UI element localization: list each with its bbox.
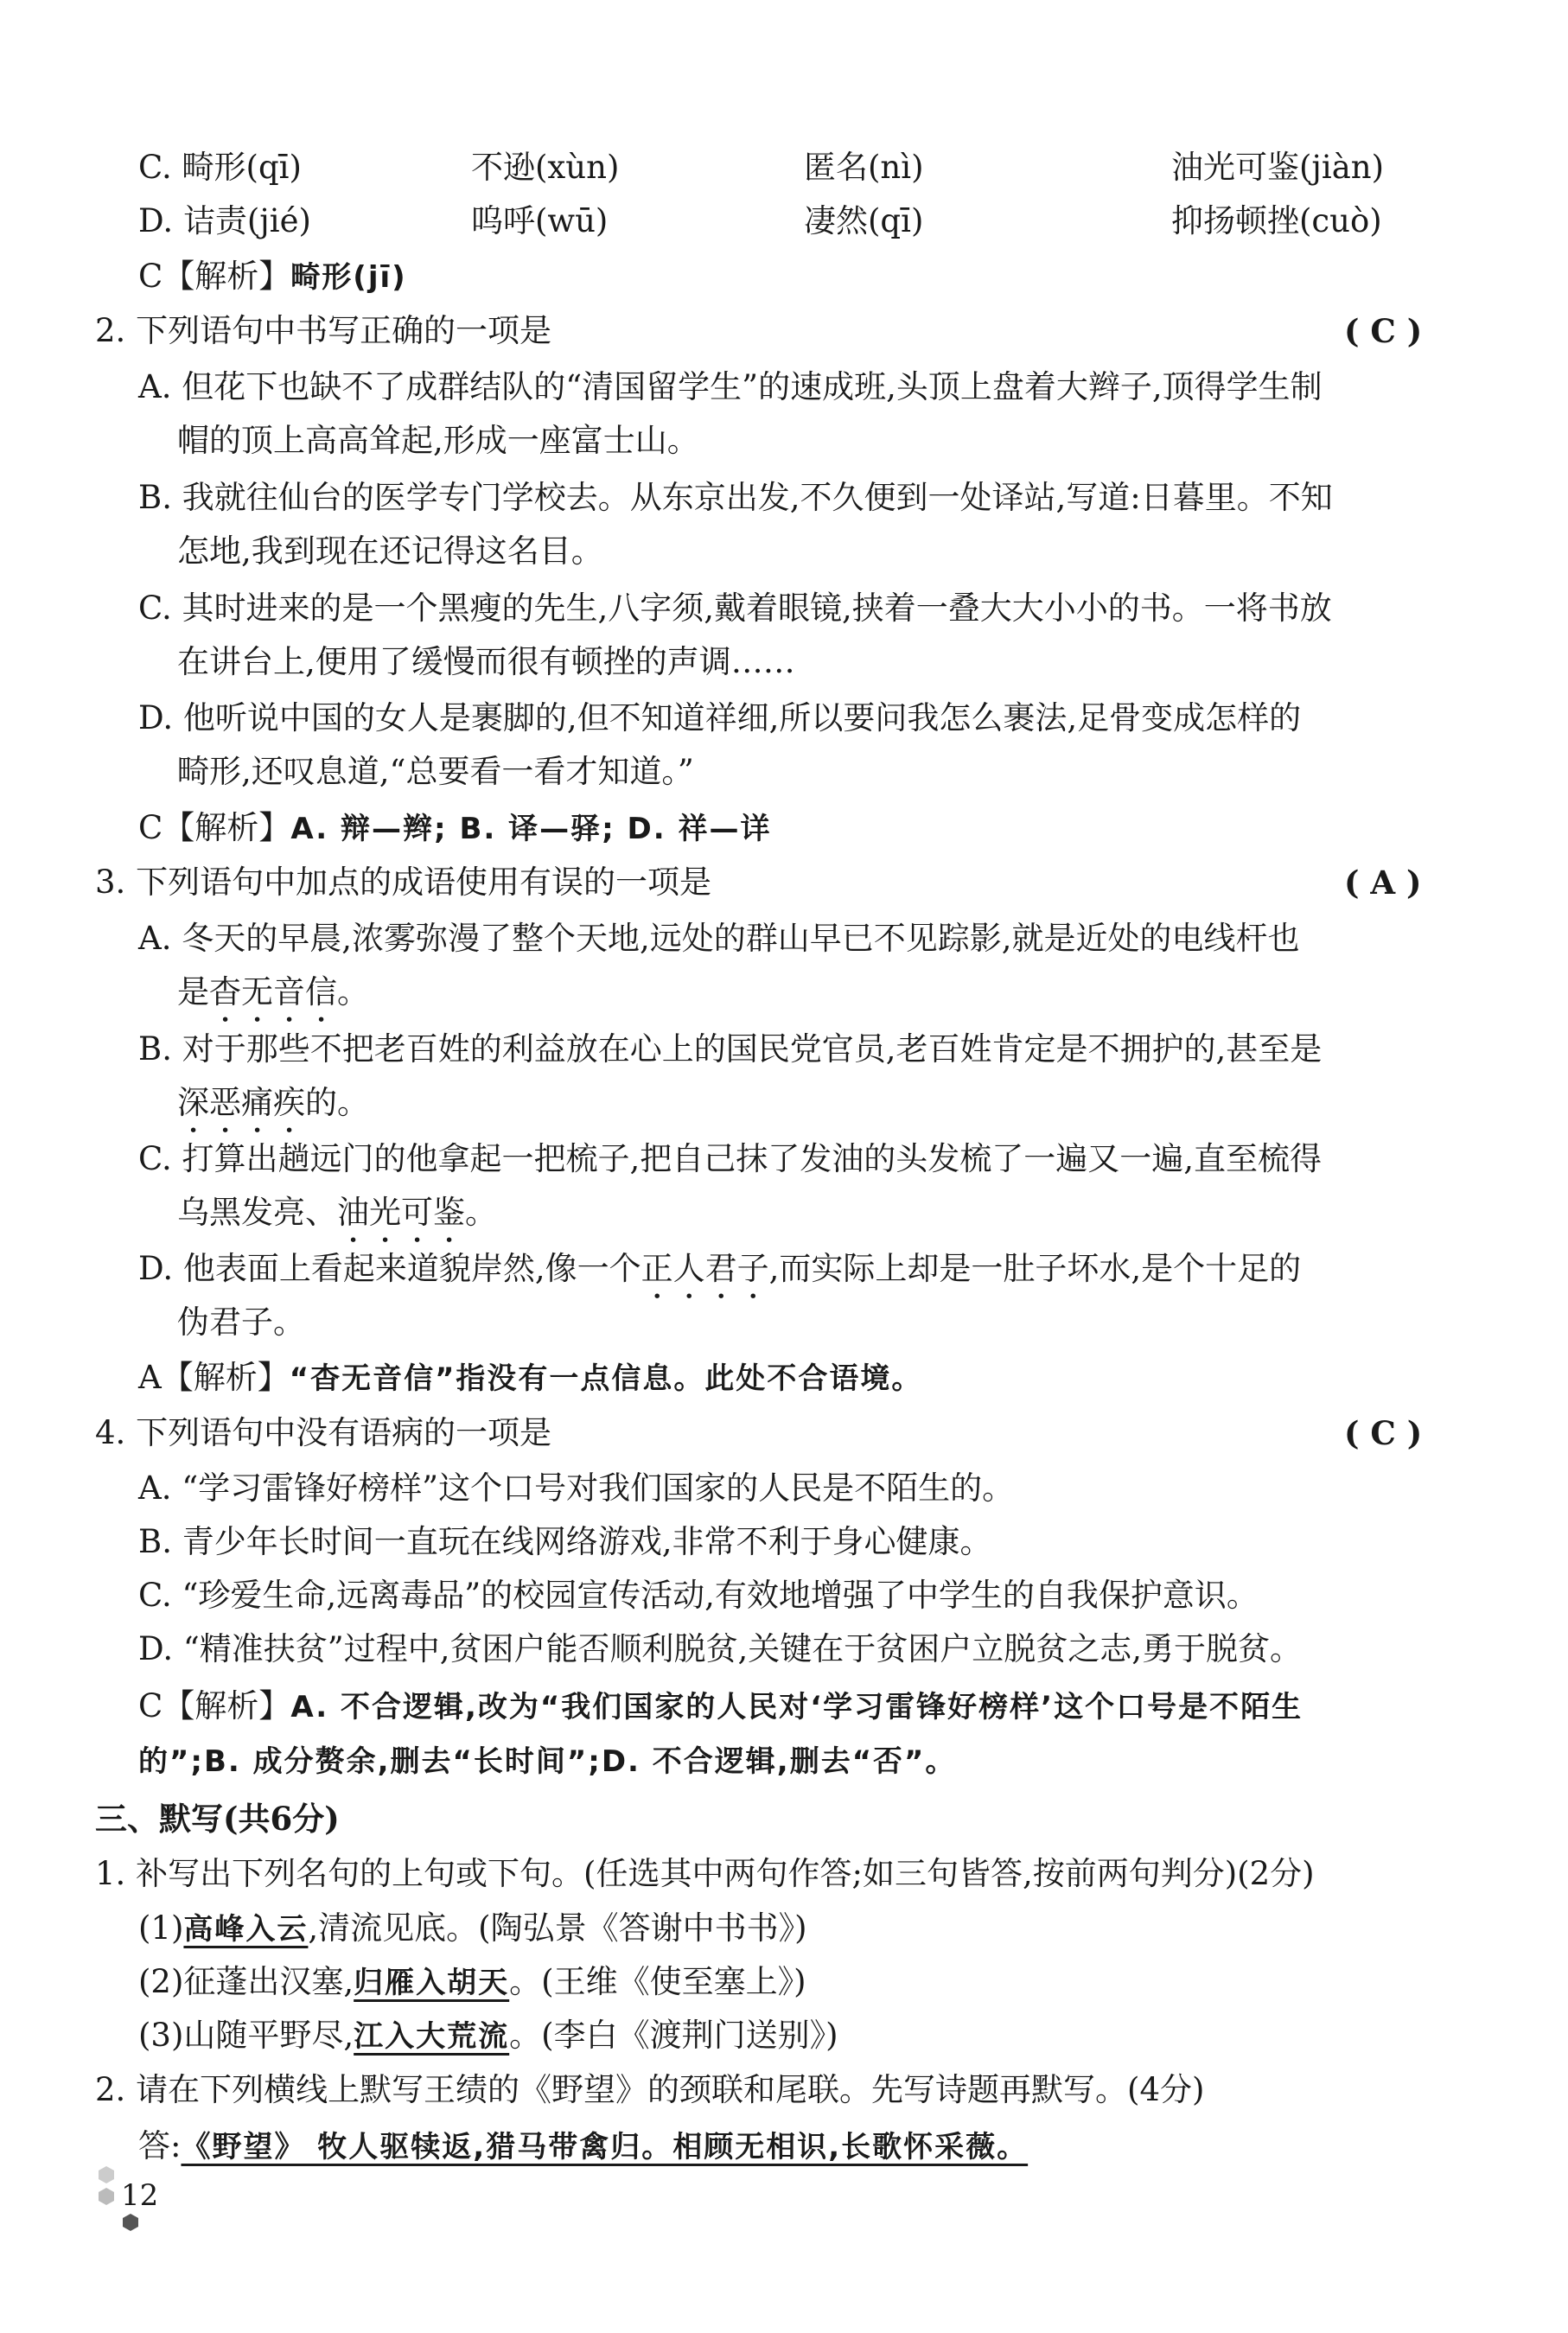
q2-option-d-2: 畸形,还叹息道,“总要看一看才知道。” <box>177 753 694 790</box>
q3-option-b-2 <box>177 1079 369 1140</box>
s3-q1-1-post: ,清流见底。(陶弘景《答谢中书书》) <box>308 1909 807 1947</box>
hexagon-dark-icon <box>121 2213 140 2232</box>
q4-option-d: D. “精准扶贫”过程中,贫困户能否顺利脱贫,关键在于贫困户立脱贫之志,勇于脱贫。 <box>138 1630 1302 1667</box>
q4-analysis-1 <box>138 1682 1303 1731</box>
s3-q1-2-post: 。(王维《使至塞上》) <box>509 1963 806 2000</box>
q1-analysis-prefix: C【解析】 <box>138 258 291 295</box>
s3-q2-stem: 2. 请在下列横线上默写王绩的《野望》的颈联和尾联。先写诗题再默写。(4分) <box>95 2071 1205 2108</box>
q2-option-a-2: 帽的顶上高高耸起,形成一座富士山。 <box>177 422 699 459</box>
q4-option-c: C. “珍爱生命,远离毒品”的校园宣传活动,有效地增强了中学生的自我保护意识。 <box>138 1577 1259 1614</box>
s3-q2-pre: 答: <box>138 2127 182 2164</box>
q3-c-dotted-idiom: 油光可鉴 <box>337 1194 465 1231</box>
q3-c-pre: 乌黑发亮、 <box>177 1194 337 1231</box>
q3-stem: 3. 下列语句中加点的成语使用有误的一项是 <box>95 864 712 901</box>
q3-option-c-2 <box>177 1189 497 1250</box>
q4-stem: 4. 下列语句中没有语病的一项是 <box>95 1414 552 1451</box>
s3-q1-2 <box>138 1958 806 2007</box>
q1-option-d-1: D. 诘责(jié) <box>138 202 311 239</box>
q3-option-a-2 <box>177 968 369 1029</box>
q4-option-a: A. “学习雷锋好榜样”这个口号对我们国家的人民是不陌生的。 <box>138 1469 1015 1507</box>
q3-d-post: ,而实际上却是一肚子坏水,是个十足的 <box>768 1250 1302 1287</box>
q2-option-b-2: 怎地,我到现在还记得这名目。 <box>177 532 603 570</box>
q1-option-c-3: 匿名(nì) <box>804 149 924 186</box>
hexagon-light-icon <box>97 2165 116 2184</box>
q2-analysis-text: A. 辩—辫; B. 译—驿; D. 祥—详 <box>290 812 772 846</box>
q3-a-dotted-idiom: 杳无音信 <box>209 973 337 1010</box>
q1-option-d-4: 抑扬顿挫(cuò) <box>1171 202 1382 239</box>
q3-d-pre: D. 他表面上看起来道貌岸然,像一个 <box>138 1250 641 1287</box>
q2-stem: 2. 下列语句中书写正确的一项是 <box>95 312 552 349</box>
s3-q1-3-answer: 江入大荒流 <box>354 2019 510 2054</box>
s3-q1-1-answer: 高峰入云 <box>183 1912 309 1947</box>
q2-option-c-1: C. 其时进来的是一个黑瘦的先生,八字须,戴着眼镜,挟着一叠大大小小的书。一将书放 <box>138 590 1332 627</box>
q3-a-pre: 是 <box>177 973 209 1010</box>
q4-answer: ( C ) <box>1344 1414 1423 1452</box>
q4-option-b: B. 青少年长时间一直玩在线网络游戏,非常不利于身心健康。 <box>138 1523 992 1560</box>
q1-option-c-4: 油光可鉴(jiàn) <box>1171 149 1385 186</box>
q3-a-post: 。 <box>337 973 369 1010</box>
s3-q1-3-pre: (3)山随平野尽, <box>138 2017 354 2054</box>
q3-option-d-2: 伪君子。 <box>177 1304 305 1341</box>
q3-option-d-1 <box>138 1245 1301 1306</box>
q1-option-c-2: 不逊(xùn) <box>471 149 620 186</box>
page-number: 12 <box>121 2178 159 2213</box>
q3-analysis-prefix: A【解析】 <box>138 1359 290 1396</box>
s3-q1-1-pre: (1) <box>138 1909 184 1947</box>
section-3-title: 三、默写(共6分) <box>95 1800 340 1838</box>
s3-q1-2-pre: (2)征蓬出汉塞, <box>138 1963 354 2000</box>
q3-d-dotted-idiom: 正人君子 <box>641 1250 769 1287</box>
s3-q1-2-answer: 归雁入胡天 <box>354 1966 510 2000</box>
q2-analysis <box>138 804 772 853</box>
q1-option-d-2: 呜呼(wū) <box>471 202 609 239</box>
q3-analysis-text: “杳无音信”指没有一点信息。此处不合语境。 <box>289 1361 923 1396</box>
q3-b-dotted-idiom: 深恶痛疾 <box>177 1084 305 1121</box>
s3-q1-3-post: 。(李白《渡荆门送别》) <box>509 2017 838 2054</box>
s3-q1-3 <box>138 2011 838 2061</box>
q2-answer: ( C ) <box>1344 312 1423 350</box>
hexagon-mid-icon <box>97 2187 116 2206</box>
q4-analysis-text-1: A. 不合逻辑,改为“我们国家的人民对‘学习雷锋好榜样’这个口号是不陌生 <box>290 1690 1303 1724</box>
q4-analysis-prefix: C【解析】 <box>138 1687 291 1724</box>
q3-answer: ( A ) <box>1344 864 1422 902</box>
s3-q2-answer: 《野望》 牧人驱犊返,猎马带禽归。相顾无相识,长歌怀采薇。 <box>181 2130 1029 2164</box>
q3-option-a-1: A. 冬天的早晨,浓雾弥漫了整个天地,远处的群山早已不见踪影,就是近处的电线杆也 <box>138 920 1300 957</box>
q1-option-d-3: 凄然(qī) <box>804 202 924 239</box>
q2-option-d-1: D. 他听说中国的女人是裹脚的,但不知道祥细,所以要问我怎么裹法,足骨变成怎样的 <box>138 699 1302 736</box>
q4-analysis-2: 的”;B. 成分赘余,删去“长时间”;D. 不合逻辑,删去“否”。 <box>138 1744 957 1779</box>
s3-q1-1 <box>138 1904 807 1954</box>
q3-option-b-1: B. 对于那些不把老百姓的利益放在心上的国民党官员,老百姓肯定是不拥护的,甚至是 <box>138 1030 1323 1068</box>
q1-analysis <box>138 252 407 302</box>
q2-option-b-1: B. 我就往仙台的医学专门学校去。从东京出发,不久便到一处译站,写道:日暮里。不知 <box>138 479 1333 516</box>
q3-c-post: 。 <box>465 1194 497 1231</box>
q2-option-c-2: 在讲台上,便用了缓慢而很有顿挫的声调…… <box>177 643 795 680</box>
q2-analysis-prefix: C【解析】 <box>138 809 291 846</box>
s3-q2-answer-line <box>138 2122 1028 2171</box>
s3-q1-stem: 1. 补写出下列名句的上句或下句。(任选其中两句作答;如三句皆答,按前两句判分)(2分) <box>95 1855 1315 1892</box>
q3-analysis <box>138 1354 922 1403</box>
q3-b-post: 的。 <box>305 1084 369 1121</box>
q1-option-c-1: C. 畸形(qī) <box>138 149 302 186</box>
q2-option-a-1: A. 但花下也缺不了成群结队的“清国留学生”的速成班,头顶上盘着大辫子,顶得学生制 <box>138 368 1323 405</box>
q1-analysis-text: 畸形(jī) <box>290 260 407 295</box>
q3-option-c-1: C. 打算出趟远门的他拿起一把梳子,把自己抹了发油的头发梳了一遍又一遍,直至梳得 <box>138 1140 1323 1177</box>
